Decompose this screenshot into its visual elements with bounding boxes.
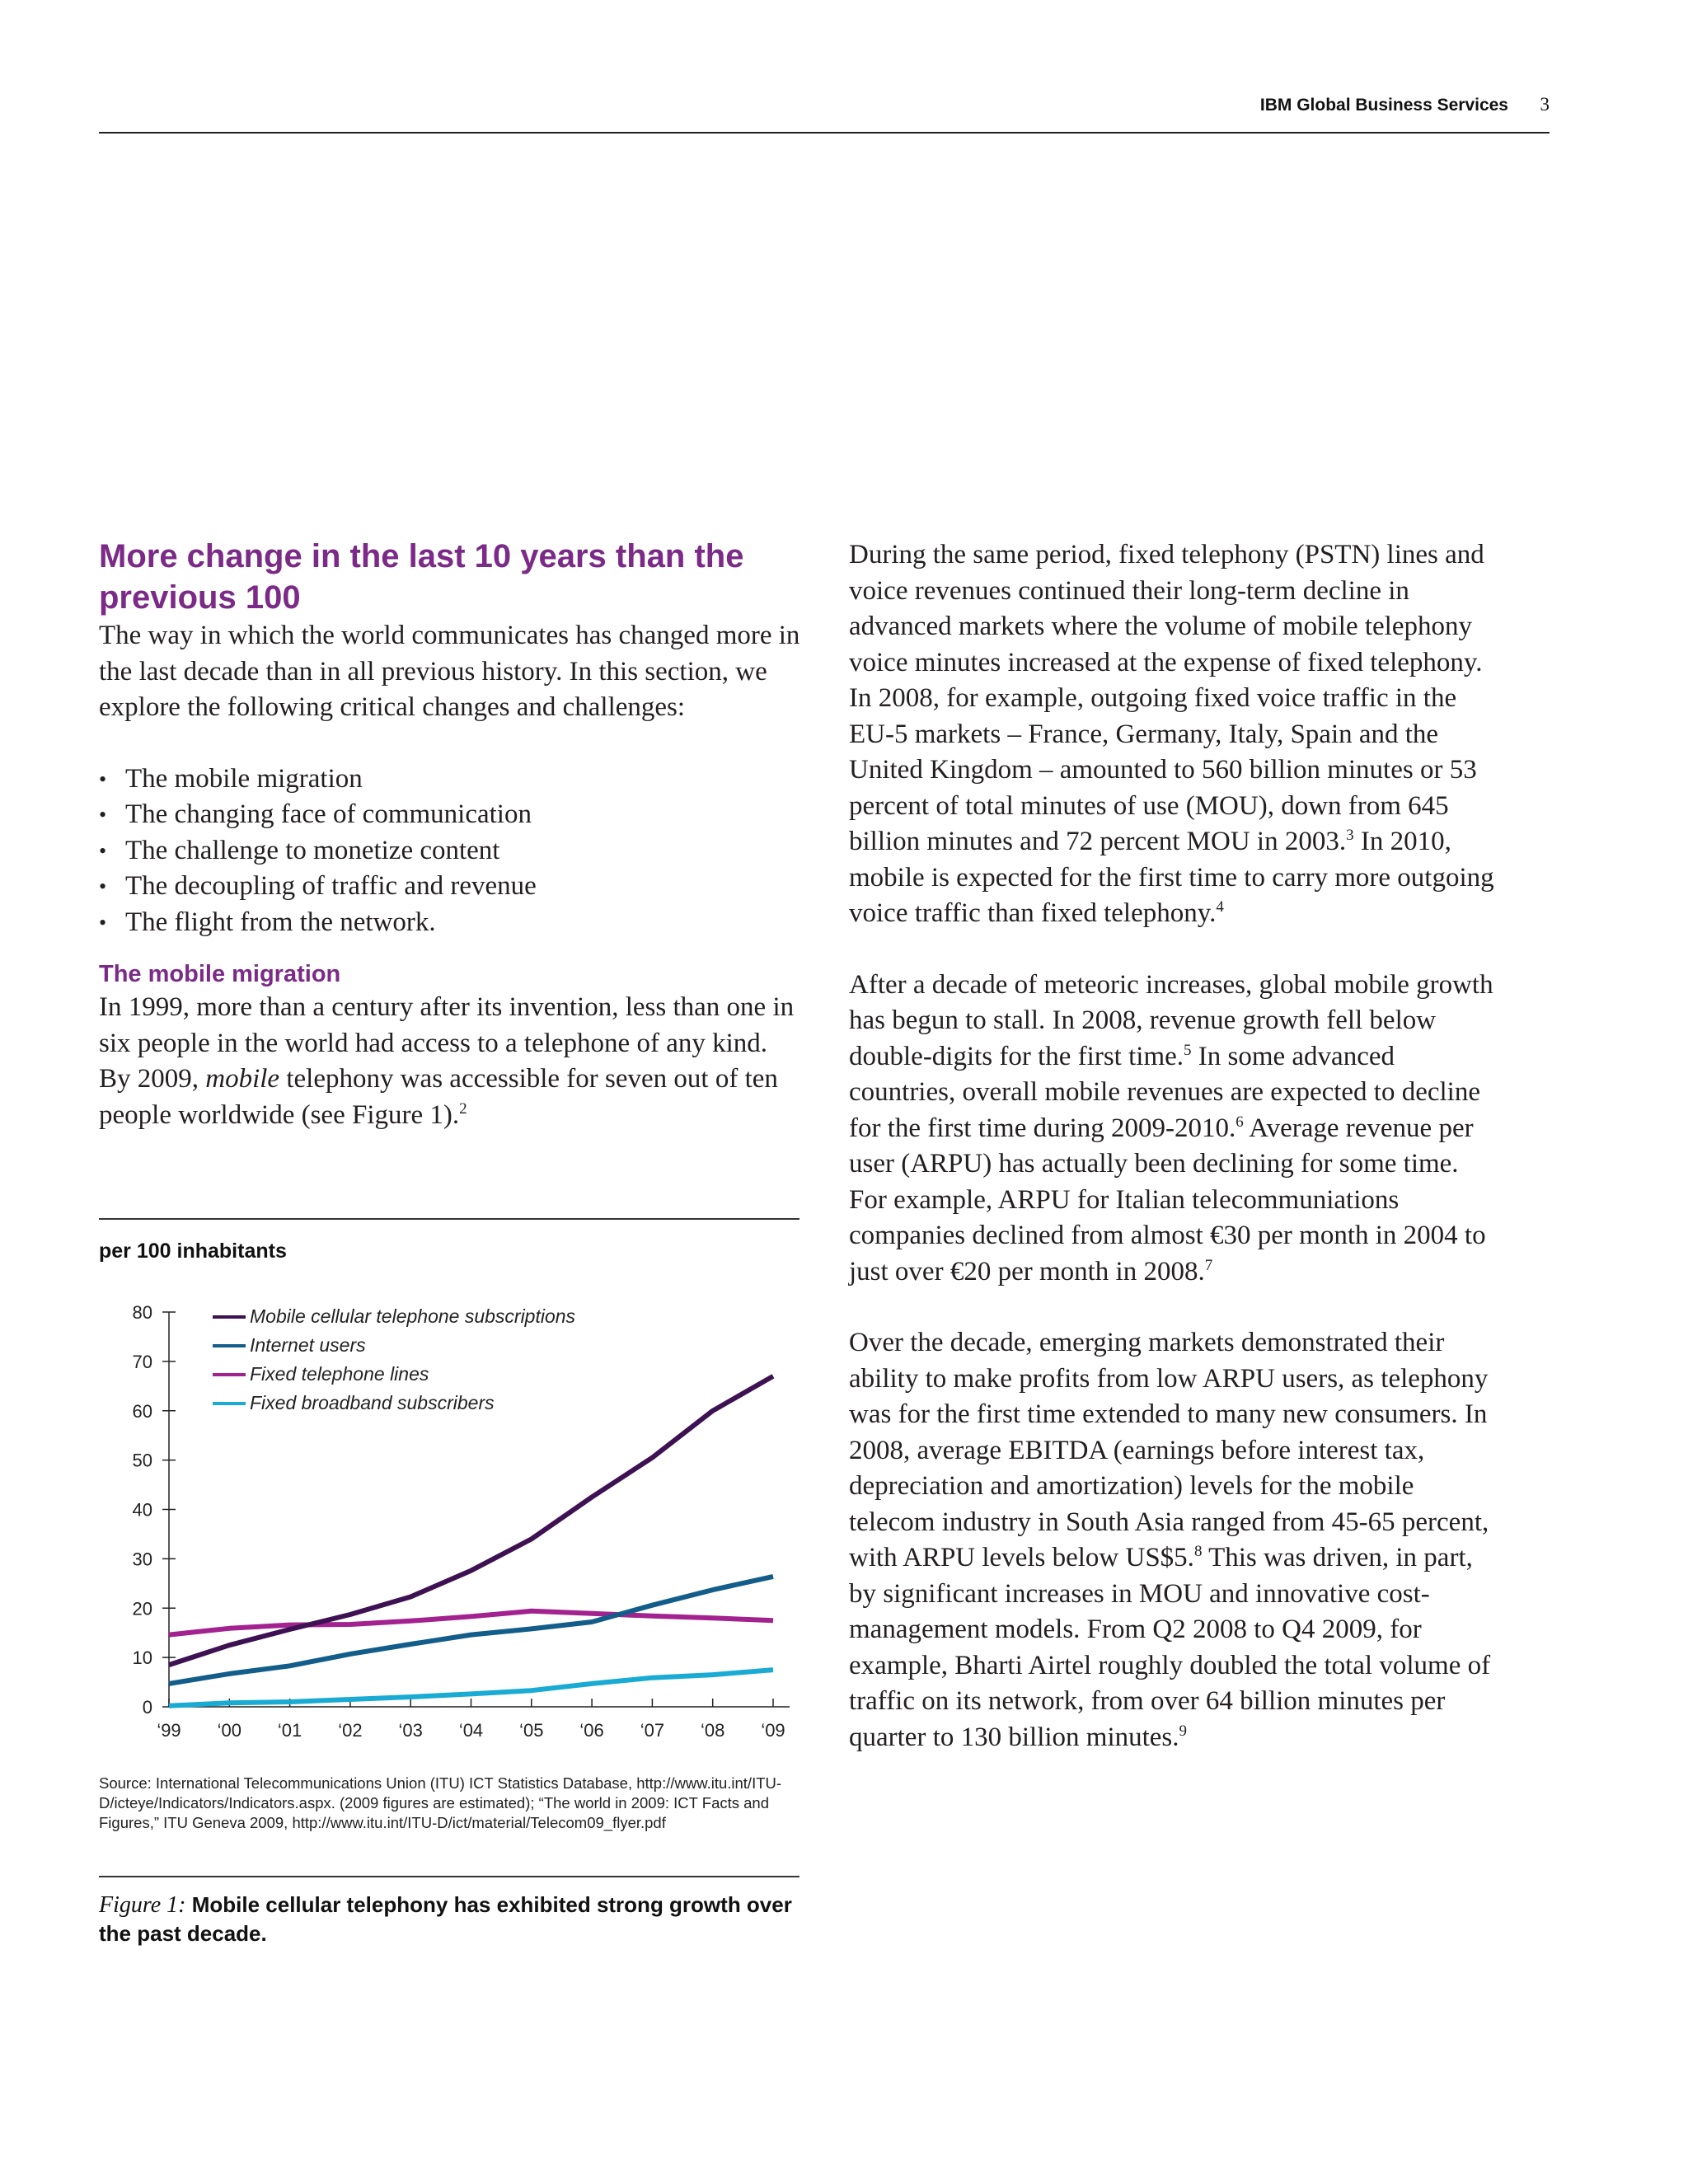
- x-tick-label: ‘03: [398, 1720, 423, 1741]
- y-tick-label: 60: [132, 1400, 152, 1422]
- figure-bottom-rule: [99, 1876, 799, 1877]
- list-item: • The changing face of communication: [99, 797, 804, 833]
- x-tick-label: ‘99: [157, 1720, 181, 1741]
- header-label: IBM Global Business Services: [1259, 96, 1508, 115]
- line-chart: [99, 1286, 799, 1747]
- x-tick-label: ‘08: [701, 1720, 725, 1741]
- mobile-migration-paragraph: In 1999, more than a century after its invention, less than one in six people in the world had access to a telephone of any kind. By 2009, mobile telephony was accessible for seven out of ten people worldwide (see Figure 1).$^2$: [99, 992, 795, 1130]
- footnote-ref: 7: [1204, 1256, 1213, 1274]
- series-line: [169, 1611, 773, 1635]
- x-tick-label: ‘09: [761, 1720, 785, 1741]
- subsection-heading: The mobile migration: [99, 961, 341, 987]
- y-tick-label: 40: [132, 1499, 152, 1521]
- y-tick-label: 0: [142, 1697, 152, 1718]
- legend-label: Fixed telephone lines: [250, 1363, 429, 1385]
- page-header: [99, 92, 1550, 134]
- figure-top-rule: [99, 1218, 799, 1220]
- intro-paragraph: The way in which the world communicates has changed more in the last decade than in all previous history. In this section, we explore the following critical changes and challenges:: [99, 621, 800, 722]
- section-heading: More change in the last 10 years than the previous 100: [99, 538, 744, 616]
- bullet-icon: •: [99, 910, 107, 935]
- left-column: [99, 536, 804, 1133]
- footnote-ref: 8: [1193, 1543, 1203, 1560]
- series-lines: [169, 1376, 773, 1706]
- footnote-ref: 3: [1346, 827, 1354, 844]
- paragraph-fixed-telephony: During the same period, fixed telephony (PSTN) lines and voice revenues continued their long-term decline in advanced markets where the volume of mobile telephony voice minutes increased at the expense of fixed telephony. In 2008, for example, outgoing fixed voice traffic in the EU-5 markets – France, Germany, Italy, Spain and the United Kingdom – amounted to 560 billion minutes or 53 percent of total minutes of use (MOU), down from 645 billion minutes and 72 percent MOU in 2003.$^3$ In 2010, mobile is expected for the first time to carry more outgoing voice traffic than fixed telephony.$^4$: [849, 540, 1494, 928]
- y-tick-label: 10: [132, 1647, 152, 1669]
- right-column: [849, 537, 1500, 1755]
- series-line: [169, 1577, 773, 1684]
- list-item: • The challenge to monetize content: [99, 833, 804, 869]
- paragraph-mobile-growth: After a decade of meteoric increases, global mobile growth has begun to stall. In 2008, revenue growth fell below double-digits for the first time.$^5$ In some advanced countries, overall mobile revenues are expected to decline for the first time during 2009-2010.$^6$ Average revenue per user (ARPU) has actually been declining for some time. For example, ARPU for Italian telecommuniations companies declined from almost €30 per month in 2004 to just over €20 per month in 2008.$^7$: [849, 969, 1493, 1286]
- figure-source: Source: International Telecommunications Union (ITU) ICT Statistics Database, http://www.itu.int/ITU-D/icteye/Indicators/Indicators.aspx. (2009 figures are estimated); “The world in 2009: ICT Facts and Figures,” ITU Geneva 2009, http://www.itu.int/ITU-D/ict/material/Telecom09_flyer.pdf: [99, 1774, 782, 1831]
- y-axis: [133, 1302, 176, 1718]
- challenges-list: [99, 762, 804, 941]
- bullet-icon: •: [99, 838, 107, 863]
- x-tick-label: ‘02: [338, 1720, 363, 1741]
- series-line: [169, 1376, 773, 1665]
- x-tick-label: ‘06: [579, 1720, 604, 1741]
- x-tick-label: ‘07: [640, 1720, 665, 1741]
- list-item: • The decoupling of traffic and revenue: [99, 869, 804, 905]
- x-tick-label: ‘00: [217, 1720, 241, 1741]
- bullet-icon: •: [99, 874, 107, 898]
- x-tick-label: ‘04: [458, 1720, 484, 1741]
- legend-label: Fixed broadband subscribers: [250, 1392, 495, 1413]
- footnote-ref: 9: [1179, 1722, 1188, 1740]
- footnote-ref: 6: [1236, 1113, 1244, 1131]
- bullet-icon: •: [99, 766, 107, 791]
- x-tick-label: ‘01: [277, 1720, 302, 1741]
- y-tick-label: 20: [132, 1598, 152, 1619]
- y-tick-label: 70: [132, 1351, 152, 1372]
- footnote-ref: 2: [459, 1099, 467, 1118]
- legend-label: Internet users: [250, 1334, 366, 1356]
- legend-label: Mobile cellular telephone subscriptions: [250, 1305, 576, 1327]
- y-axis-unit-label: per 100 inhabitants: [99, 1240, 287, 1263]
- footnote-ref: 5: [1184, 1041, 1192, 1059]
- list-item: • The mobile migration: [99, 762, 804, 798]
- y-tick-label: 30: [132, 1549, 152, 1570]
- paragraph-emerging-markets: Over the decade, emerging markets demonstrated their ability to make profits from low ARPU users, as telephony was for the first time extended to many new consumers. In 2008, average EBITDA (earnings before interest tax, depreciation and amortization) levels for the mobile telecom industry in South Asia ranged from 45-65 percent, with ARPU levels below US$5.$^8$ This was driven, in part, by significant increases in MOU and innovative cost-management models. From Q2 2008 to Q4 2009, for example, Bharti Airtel roughly doubled the total volume of traffic on its network, from over 64 billion minutes per quarter to 130 billion minutes.$^9$: [849, 1328, 1491, 1752]
- x-tick-label: ‘05: [519, 1720, 544, 1741]
- figure-caption: [99, 1891, 799, 1947]
- figure-label: Figure 1:: [99, 1892, 186, 1918]
- y-tick-label: 50: [132, 1450, 152, 1471]
- bullet-icon: •: [99, 803, 107, 827]
- emphasis-mobile: mobile: [205, 1064, 280, 1094]
- y-tick-label: 80: [132, 1302, 152, 1323]
- footnote-ref: 4: [1216, 898, 1224, 916]
- chart-legend: [213, 1305, 576, 1413]
- page-number: 3: [1540, 94, 1550, 115]
- figure-caption-text: Mobile cellular telephony has exhibited strong growth over the past decade.: [99, 1892, 792, 1946]
- list-item: • The flight from the network.: [99, 905, 804, 941]
